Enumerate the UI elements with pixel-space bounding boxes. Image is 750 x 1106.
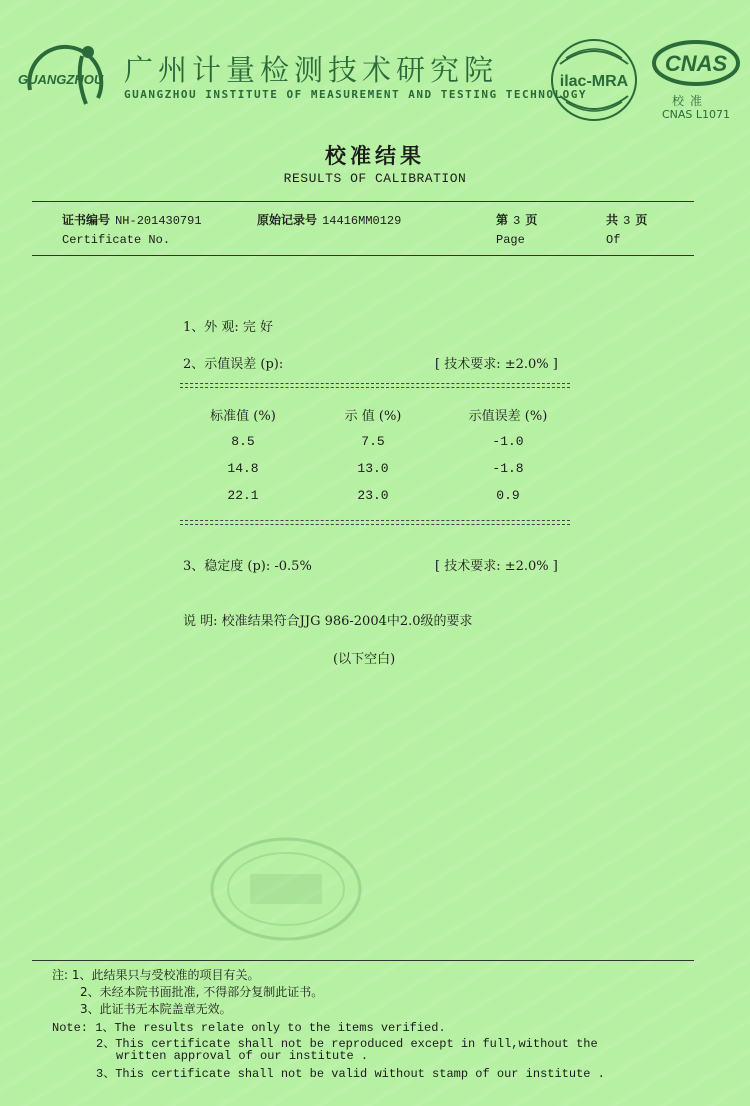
total-value: 3 [623,214,631,228]
embossed-seal-stamp [206,834,366,944]
guangzhou-logo [16,38,112,124]
table-bottom-rule [180,520,570,525]
note-en-2: 2、This certificate shall not be reproduced except in full,without the [96,1037,598,1051]
note-cn-3: 3、此证书无本院盖章无效。 [80,1002,232,1016]
note-en-2-cont: written approval of our institute . [116,1049,369,1063]
cert-no-field [62,209,202,228]
cert-bar-divider [32,255,694,256]
ilac-text: ilac-MRA [559,73,629,90]
table-cell: 8.5 [231,434,255,449]
blank-below-note: (以下空白) [333,652,396,667]
total-pages-field [606,209,647,228]
table-cell: -1.0 [492,434,524,449]
table-cell: -1.8 [492,461,524,476]
cert-no-value: NH-201430791 [115,214,202,228]
item-stability-requirement: [ 技术要求: ±2.0% ] [435,559,558,574]
page-field [496,209,537,228]
page-value: 3 [513,214,521,228]
institute-name-en: GUANGZHOU INSTITUTE OF MEASUREMENT AND TESTING TECHNOLOGY [124,88,587,101]
item-indication-error-requirement: [ 技术要求: ±2.0% ] [435,357,558,372]
ilac-mra-logo [548,34,640,126]
total-label-en: Of [606,233,621,247]
cnas-calibration-label: 校准 [672,94,709,108]
page-title-en: RESULTS OF CALIBRATION [283,171,467,186]
cert-no-label-en: Certificate No. [62,233,171,247]
note-cn-2: 2、未经本院书面批准, 不得部分复制此证书。 [80,985,324,999]
page-label-en: Page [496,233,525,247]
table-top-rule [180,383,570,388]
remark: 说 明: 校准结果符合JJG 986-2004中2.0级的要求 [183,614,473,629]
table-header-standard: 标准值 (%) [210,409,276,424]
table-cell: 13.0 [357,461,389,476]
cnas-code: CNAS L1071 [662,108,731,121]
record-no-value: 14416MM0129 [322,214,402,228]
item-stability-label: 3、稳定度 (p): -0.5% [183,559,312,574]
total-label-post: 页 [635,213,648,227]
cnas-text: CNAS [664,51,728,76]
page-title-cn: 校准结果 [325,143,425,168]
record-no-label: 原始记录号 [257,213,318,227]
institute-name-cn: 广州计量检测技术研究院 [124,53,499,87]
table-cell: 0.9 [496,488,520,503]
note-cn-1: 注: 1、此结果只与受校准的项目有关。 [52,968,260,982]
note-en-1: Note: 1、The results relate only to the items verified. [52,1021,446,1035]
total-label-pre: 共 [606,213,619,227]
logo-text: GUANGZHOU [18,72,104,87]
item-indication-error-label: 2、示值误差 (p): [183,357,284,372]
table-header-indication: 示 值 (%) [344,409,402,424]
table-cell: 14.8 [227,461,259,476]
page-label-post: 页 [525,213,538,227]
table-header-error: 示值误差 (%) [468,409,548,424]
notes-divider [32,960,694,961]
table-cell: 22.1 [227,488,259,503]
table-cell: 23.0 [357,488,389,503]
cnas-logo [650,38,742,88]
record-no-field [257,209,401,228]
cert-no-label: 证书编号 [62,213,111,227]
item-appearance: 1、外 观: 完 好 [183,320,274,335]
page-label-pre: 第 [496,213,509,227]
table-cell: 7.5 [361,434,385,449]
top-divider [32,201,694,202]
note-en-3: 3、This certificate shall not be valid without stamp of our institute . [96,1067,605,1081]
